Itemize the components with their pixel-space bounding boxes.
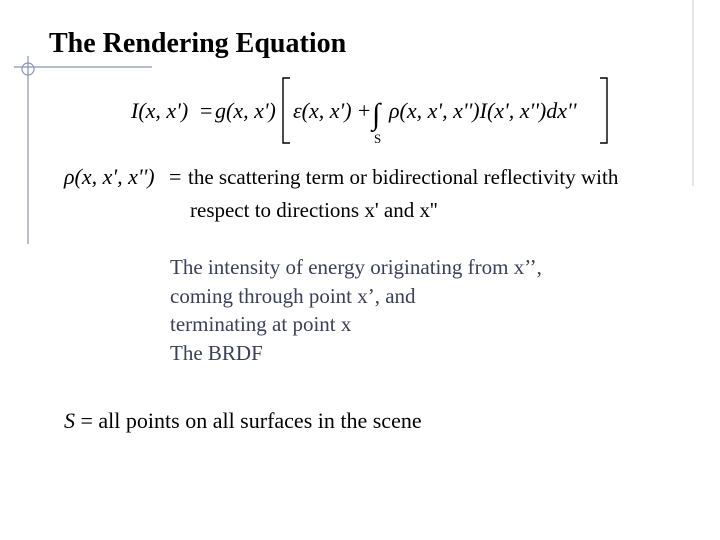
rho-definition-line2: respect to directions x' and x''	[190, 198, 438, 222]
integral-subscript: S	[374, 131, 382, 146]
slide-title: The Rendering Equation	[49, 28, 347, 59]
surface-symbol: S	[64, 408, 75, 433]
equation-lhs: I(x, x')	[131, 98, 189, 123]
caption-block	[170, 253, 542, 367]
caption-line: coming through point x’, and	[170, 283, 416, 308]
surface-equals: =	[80, 408, 93, 433]
integral-symbol: ∫	[372, 98, 381, 131]
rho-definition-line1: the scattering term or bidirectional reflectivity with	[188, 165, 619, 189]
caption-line: The BRDF	[170, 340, 263, 365]
caption-line: The intensity of energy originating from x’’,	[170, 255, 542, 279]
surface-definition	[64, 408, 422, 434]
surface-text: all points on all surfaces in the scene	[98, 408, 422, 433]
right-bracket	[600, 78, 607, 143]
equation-plus: +	[358, 98, 371, 123]
rho-equals: =	[169, 164, 182, 189]
rho-symbol: ρ(x, x', x'')	[64, 164, 155, 189]
equation-emission: ε(x, x')	[293, 98, 352, 123]
left-bracket	[283, 78, 290, 143]
equation-g-term: g(x, x')	[215, 98, 276, 123]
equation-equals: =	[200, 98, 213, 123]
equation-integrand: ρ(x, x', x'')I(x', x'')dx''	[389, 98, 577, 123]
caption-line: terminating at point x	[170, 312, 352, 336]
